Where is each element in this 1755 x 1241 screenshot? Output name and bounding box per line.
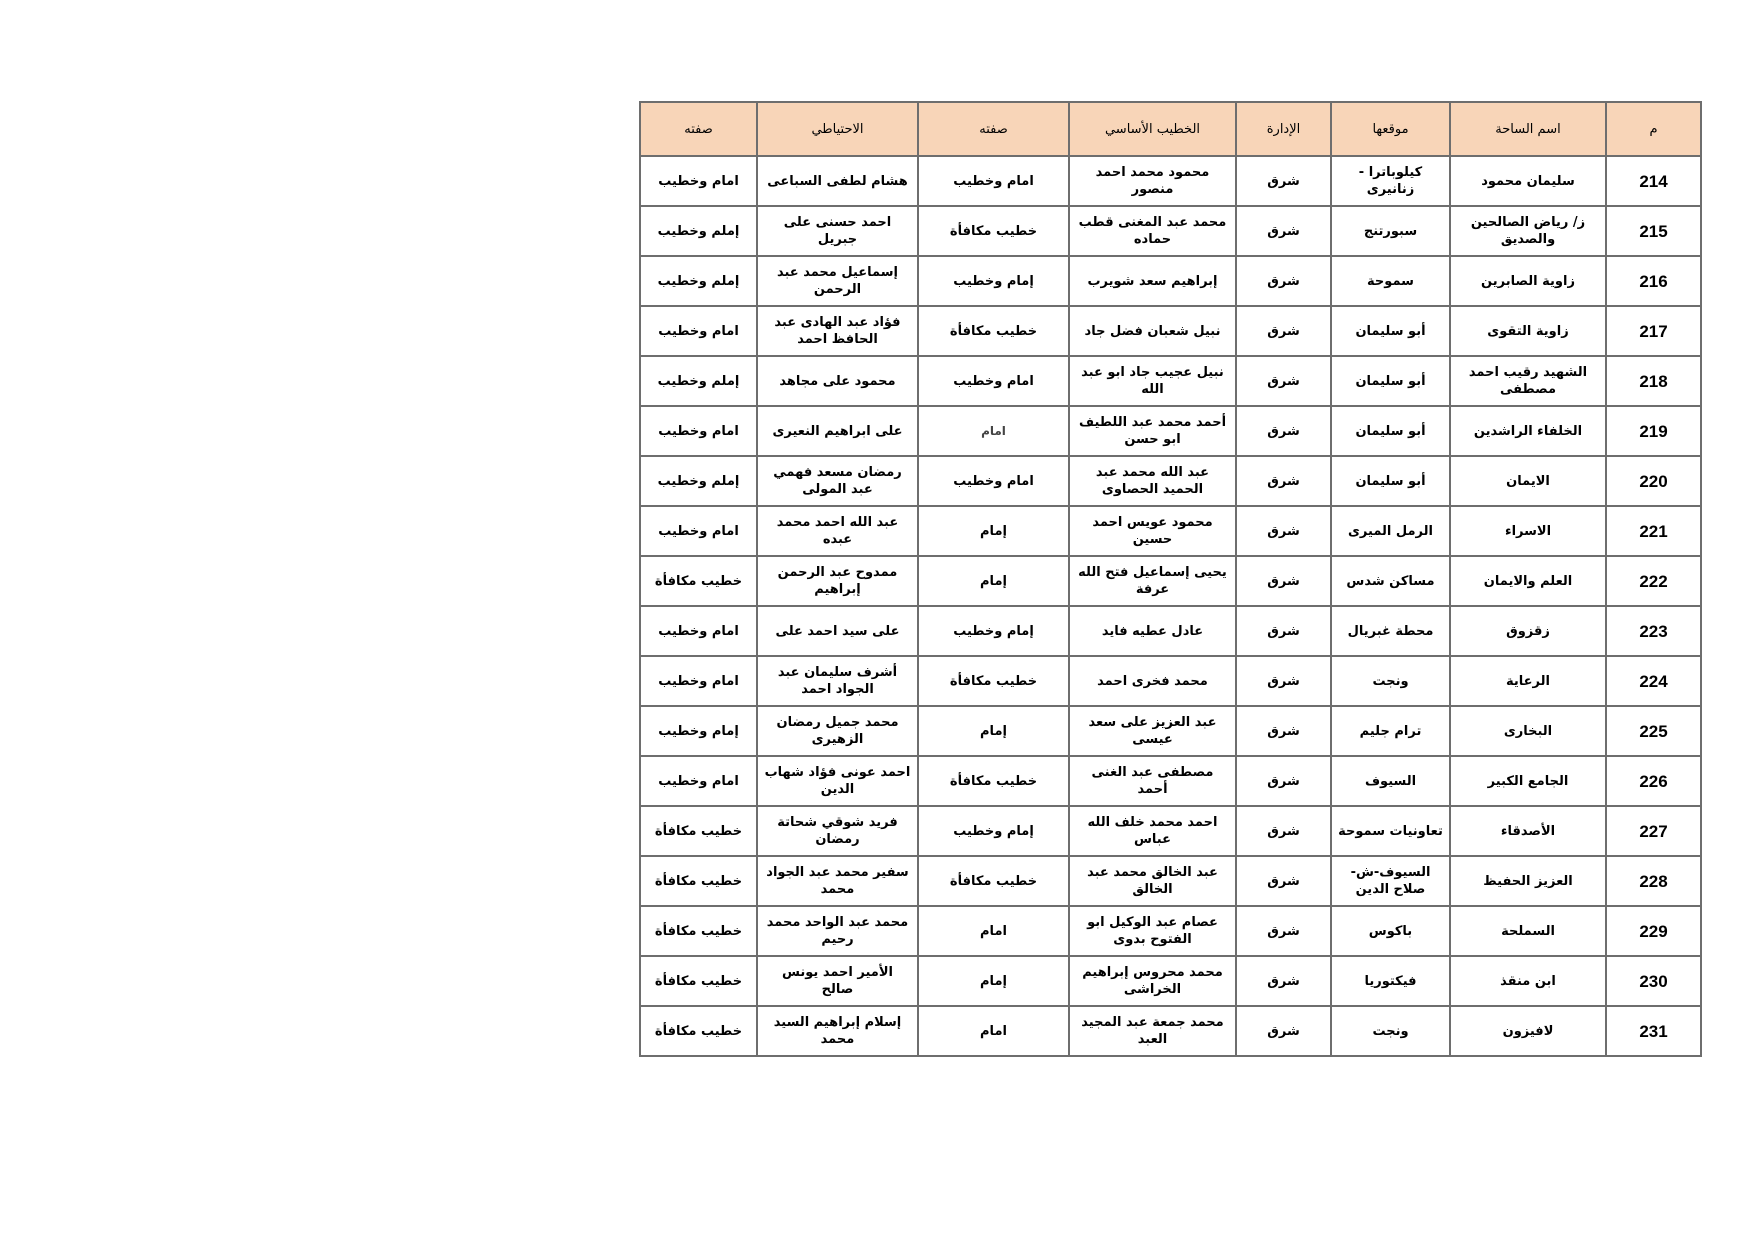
administration-cell: شرق [1236,756,1331,806]
location-cell: ونجت [1331,656,1450,706]
main-preacher-cell: يحيى إسماعيل فتح الله عرفة [1069,556,1236,606]
administration-cell: شرق [1236,456,1331,506]
reserve-role-cell: امام وخطيب [640,406,757,456]
reserve-role-cell: خطيب مكافأة [640,956,757,1006]
square-name-cell: الاسراء [1450,506,1606,556]
administration-cell: شرق [1236,156,1331,206]
reserve-role-cell: امام وخطيب [640,656,757,706]
header-square-name: اسم الساحة [1450,102,1606,156]
row-num: 225 [1606,706,1701,756]
reserve-role-cell: امام وخطيب [640,306,757,356]
table-row [640,856,1701,906]
main-role-cell: امام [918,906,1069,956]
row-num: 231 [1606,1006,1701,1056]
location-cell: مساكن شدس [1331,556,1450,606]
square-name-cell: زاوية الصابرين [1450,256,1606,306]
header-num: م [1606,102,1701,156]
table-row [640,906,1701,956]
location-cell: سبورتنج [1331,206,1450,256]
main-role-cell: خطيب مكافأة [918,306,1069,356]
row-num: 228 [1606,856,1701,906]
main-preacher-cell: محمود عويس احمد حسين [1069,506,1236,556]
reserve-cell: فؤاد عبد الهادى عبد الحافظ احمد [757,306,918,356]
reserve-role-cell: امام وخطيب [640,756,757,806]
row-num: 222 [1606,556,1701,606]
main-preacher-cell: إبراهيم سعد شويرب [1069,256,1236,306]
square-name-cell: سليمان محمود [1450,156,1606,206]
main-preacher-cell: عادل عطيه فايد [1069,606,1236,656]
administration-cell: شرق [1236,806,1331,856]
row-num: 217 [1606,306,1701,356]
main-role-cell: إمام وخطيب [918,606,1069,656]
main-preacher-cell: عبد الله محمد عبد الحميد الحصاوى [1069,456,1236,506]
table-body [640,156,1701,1056]
administration-cell: شرق [1236,1006,1331,1056]
reserve-cell: سفير محمد عبد الجواد محمد [757,856,918,906]
reserve-role-cell: إملم وخطيب [640,256,757,306]
square-name-cell: ز/ رياض الصالحين والصديق [1450,206,1606,256]
reserve-role-cell: إمام وخطيب [640,706,757,756]
square-name-cell: زقزوق [1450,606,1606,656]
reserve-role-cell: امام وخطيب [640,606,757,656]
reserve-cell: محمد عبد الواحد محمد رحيم [757,906,918,956]
main-preacher-cell: نبيل عجيب جاد ابو عبد الله [1069,356,1236,406]
main-preacher-cell: احمد محمد خلف الله عباس [1069,806,1236,856]
header-main-role: صفته [918,102,1069,156]
square-name-cell: الجامع الكبير [1450,756,1606,806]
main-role-cell: امام وخطيب [918,156,1069,206]
table-row [640,656,1701,706]
table-row [640,256,1701,306]
reserve-cell: أشرف سليمان عبد الجواد احمد [757,656,918,706]
location-cell: السيوف-ش-صلاح الدين [1331,856,1450,906]
reserve-cell: عبد الله احمد محمد عبده [757,506,918,556]
main-preacher-cell: محمد فخرى احمد [1069,656,1236,706]
reserve-cell: إسماعيل محمد عبد الرحمن [757,256,918,306]
main-preacher-cell: محمد عبد المغنى قطب حماده [1069,206,1236,256]
administration-cell: شرق [1236,506,1331,556]
reserve-cell: فريد شوقي شحاتة رمضان [757,806,918,856]
header-row [640,102,1701,156]
table-row [640,156,1701,206]
main-role-cell: خطيب مكافأة [918,656,1069,706]
square-name-cell: البخارى [1450,706,1606,756]
location-cell: باكوس [1331,906,1450,956]
main-role-cell: امام [918,1006,1069,1056]
main-role-cell: إمام وخطيب [918,806,1069,856]
row-num: 219 [1606,406,1701,456]
main-preacher-cell: عصام عبد الوكيل ابو الفتوح بدوى [1069,906,1236,956]
main-preacher-cell: محمود محمد احمد منصور [1069,156,1236,206]
row-num: 218 [1606,356,1701,406]
main-role-cell: امام وخطيب [918,456,1069,506]
square-name-cell: زاوية التقوى [1450,306,1606,356]
table-row [640,1006,1701,1056]
table-row [640,556,1701,606]
row-num: 216 [1606,256,1701,306]
square-name-cell: لافيزون [1450,1006,1606,1056]
table-row [640,506,1701,556]
row-num: 229 [1606,906,1701,956]
square-name-cell: العزيز الحفيظ [1450,856,1606,906]
main-role-cell: إمام [918,506,1069,556]
main-role-cell: إمام وخطيب [918,256,1069,306]
reserve-role-cell: إملم وخطيب [640,456,757,506]
location-cell: أبو سليمان [1331,356,1450,406]
administration-cell: شرق [1236,256,1331,306]
location-cell: ونجت [1331,1006,1450,1056]
table-row [640,806,1701,856]
header-reserve-role: صفته [640,102,757,156]
row-num: 221 [1606,506,1701,556]
main-role-cell: خطيب مكافأة [918,206,1069,256]
table-row [640,706,1701,756]
row-num: 230 [1606,956,1701,1006]
administration-cell: شرق [1236,406,1331,456]
table-row [640,356,1701,406]
main-role-cell: امام وخطيب [918,356,1069,406]
administration-cell: شرق [1236,706,1331,756]
reserve-role-cell: خطيب مكافأة [640,556,757,606]
reserve-role-cell: إملم وخطيب [640,356,757,406]
preachers-table [639,101,1702,1057]
reserve-role-cell: خطيب مكافأة [640,806,757,856]
square-name-cell: السملحة [1450,906,1606,956]
main-preacher-cell: أحمد محمد عبد اللطيف ابو حسن [1069,406,1236,456]
main-role-cell: امام [918,406,1069,456]
reserve-role-cell: خطيب مكافأة [640,906,757,956]
main-role-cell: خطيب مكافأة [918,756,1069,806]
location-cell: تعاونيات سموحة [1331,806,1450,856]
square-name-cell: الأصدقاء [1450,806,1606,856]
location-cell: سموحة [1331,256,1450,306]
location-cell: أبو سليمان [1331,456,1450,506]
administration-cell: شرق [1236,556,1331,606]
location-cell: السيوف [1331,756,1450,806]
administration-cell: شرق [1236,906,1331,956]
table-header [640,102,1701,156]
table-row [640,756,1701,806]
reserve-role-cell: خطيب مكافأة [640,856,757,906]
location-cell: كيلوباترا - زنانيرى [1331,156,1450,206]
reserve-cell: رمضان مسعد فهمي عبد المولى [757,456,918,506]
header-reserve: الاحتياطي [757,102,918,156]
row-num: 215 [1606,206,1701,256]
location-cell: أبو سليمان [1331,406,1450,456]
location-cell: ترام جليم [1331,706,1450,756]
table-row [640,306,1701,356]
header-administration: الإدارة [1236,102,1331,156]
square-name-cell: الشهيد رقيب احمد مصطفى [1450,356,1606,406]
reserve-cell: محمود على مجاهد [757,356,918,406]
main-role-cell: خطيب مكافأة [918,856,1069,906]
location-cell: محطة غبريال [1331,606,1450,656]
table-row [640,206,1701,256]
reserve-cell: محمد جميل رمضان الزهيرى [757,706,918,756]
square-name-cell: الايمان [1450,456,1606,506]
square-name-cell: العلم والايمان [1450,556,1606,606]
row-num: 227 [1606,806,1701,856]
main-preacher-cell: محمد جمعة عبد المجيد العبد [1069,1006,1236,1056]
header-location: موقعها [1331,102,1450,156]
table-row [640,956,1701,1006]
administration-cell: شرق [1236,856,1331,906]
administration-cell: شرق [1236,356,1331,406]
reserve-role-cell: امام وخطيب [640,506,757,556]
reserve-cell: الأمير احمد يونس صالح [757,956,918,1006]
reserve-cell: احمد حسنى على جبريل [757,206,918,256]
main-preacher-cell: محمد محروس إبراهيم الخراشى [1069,956,1236,1006]
square-name-cell: الرعاية [1450,656,1606,706]
administration-cell: شرق [1236,656,1331,706]
square-name-cell: الخلفاء الراشدين [1450,406,1606,456]
main-role-cell: إمام [918,706,1069,756]
main-preacher-cell: عبد الخالق محمد عبد الخالق [1069,856,1236,906]
main-preacher-cell: نبيل شعبان فضل جاد [1069,306,1236,356]
table-row [640,406,1701,456]
row-num: 224 [1606,656,1701,706]
reserve-cell: على ابراهيم النعيرى [757,406,918,456]
main-role-cell: إمام [918,956,1069,1006]
square-name-cell: ابن منقذ [1450,956,1606,1006]
administration-cell: شرق [1236,306,1331,356]
table-row [640,456,1701,506]
row-num: 214 [1606,156,1701,206]
reserve-cell: هشام لطفى السباعى [757,156,918,206]
reserve-role-cell: إملم وخطيب [640,206,757,256]
reserve-role-cell: خطيب مكافأة [640,1006,757,1056]
header-main-preacher: الخطيب الأساسي [1069,102,1236,156]
row-num: 220 [1606,456,1701,506]
main-preacher-cell: عبد العزيز على سعد عيسى [1069,706,1236,756]
main-role-cell: إمام [918,556,1069,606]
administration-cell: شرق [1236,206,1331,256]
location-cell: فيكتوريا [1331,956,1450,1006]
reserve-cell: ممدوح عبد الرحمن إبراهيم [757,556,918,606]
location-cell: أبو سليمان [1331,306,1450,356]
reserve-role-cell: امام وخطيب [640,156,757,206]
row-num: 226 [1606,756,1701,806]
administration-cell: شرق [1236,956,1331,1006]
main-preacher-cell: مصطفى عبد الغنى أحمد [1069,756,1236,806]
reserve-cell: احمد عونى فؤاد شهاب الدين [757,756,918,806]
reserve-cell: على سيد احمد على [757,606,918,656]
row-num: 223 [1606,606,1701,656]
reserve-cell: إسلام إبراهيم السيد محمد [757,1006,918,1056]
table-row [640,606,1701,656]
location-cell: الرمل الميرى [1331,506,1450,556]
administration-cell: شرق [1236,606,1331,656]
